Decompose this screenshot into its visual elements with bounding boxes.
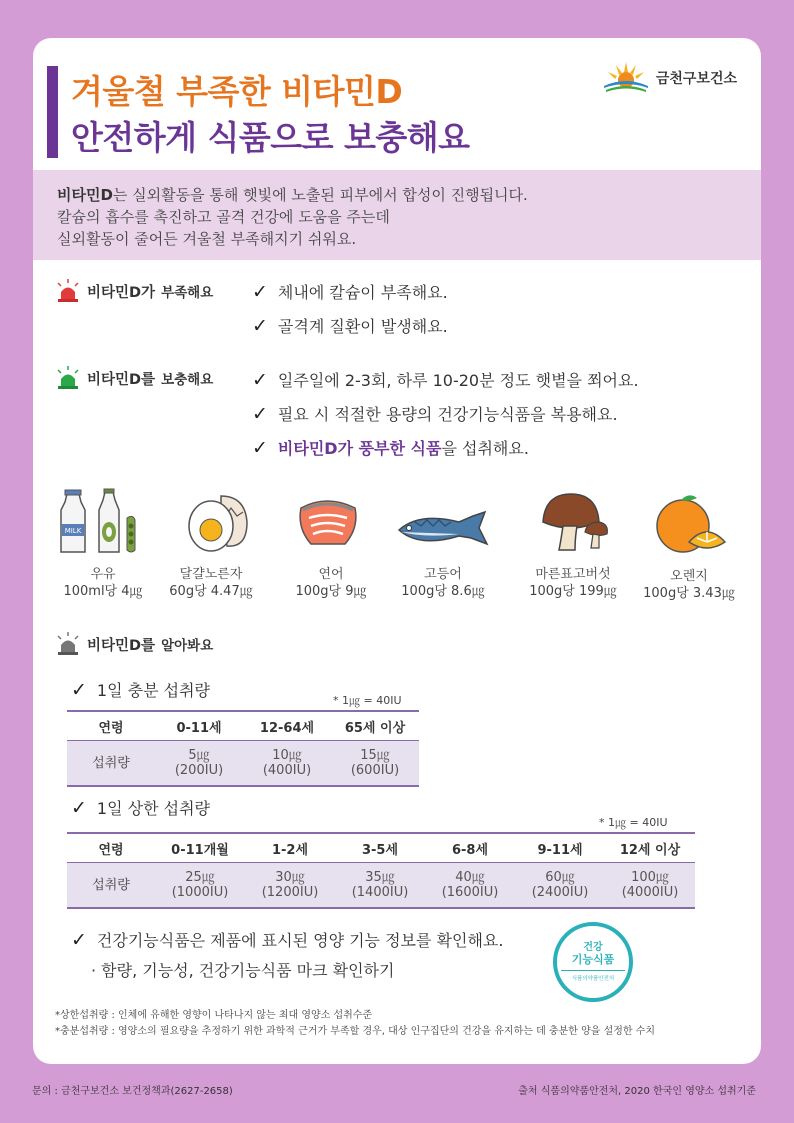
food-item-mushroom: [515, 566, 631, 600]
upper-value-cell: [245, 863, 335, 909]
food-name: 고등어: [424, 567, 462, 582]
source-info: 출처 식품의약품안전처, 2020 한국인 영양소 섭취기준: [518, 1086, 756, 1097]
contact-info: 문의 : 금천구보건소 보건정책과(2627-2658): [32, 1086, 233, 1097]
value-ug: 30㎍: [275, 870, 305, 885]
upper-header-cell: 12세 이상: [605, 833, 695, 863]
food-name: 오렌지: [670, 569, 708, 584]
food-item-milk: [45, 566, 161, 600]
supplement-item-1: [252, 368, 639, 391]
supplement-label-main: 비타민D를: [87, 371, 156, 388]
supplement-item-3-highlight: 비타민D가 풍부한 식품: [277, 439, 442, 458]
title-line-1: 겨울철 부족한 비타민D: [71, 72, 403, 111]
food-mackerel-icon: [395, 508, 491, 552]
check-icon: ✓: [252, 280, 268, 303]
value-iu: (600IU): [350, 763, 400, 778]
upper-header-cell: 9-11세: [515, 833, 605, 863]
food-amount: 100g당 9㎍: [295, 584, 367, 599]
deficient-label-main: 비타민D가: [87, 284, 156, 301]
title-accent-bar: [47, 66, 58, 158]
value-ug: 40㎍: [455, 870, 485, 885]
food-name: 연어: [318, 567, 344, 582]
food-item-orange: [631, 568, 747, 602]
value-iu: (400IU): [262, 763, 312, 778]
food-item-salmon: [273, 566, 389, 600]
supplement-label-sub: 보충해요: [161, 372, 214, 388]
logo: [602, 60, 737, 96]
check-icon: ✓: [252, 368, 268, 391]
value-ug: 15㎍: [360, 748, 390, 763]
check-icon: ✓: [252, 314, 268, 337]
intro-line-1-text: 는 실외활동을 통해 햇빛에 노출된 피부에서 합성이 진행됩니다.: [112, 186, 528, 204]
food-orange-icon: [653, 494, 727, 562]
footnote-upper: *상한섭취량 : 인체에 유해한 영향이 나타나지 않는 최대 영양소 섭취수준: [55, 1010, 373, 1021]
upper-note: * 1㎍ = 40IU: [599, 816, 668, 829]
food-egg-icon: [181, 488, 251, 556]
check-label-line-2: · 함량, 기능성, 건강기능식품 마크 확인하기: [91, 961, 395, 980]
food-amount: 100ml당 4㎍: [63, 584, 143, 599]
sun-logo-icon: [602, 60, 650, 96]
title-line-2: 안전하게 식품으로 보충해요: [71, 118, 470, 157]
value-iu: (4000IU): [621, 885, 679, 900]
upper-heading-text: 1일 상한 섭취량: [96, 799, 211, 818]
red-siren-icon: [55, 279, 81, 303]
value-ug: 60㎍: [545, 870, 575, 885]
food-name: 우유: [90, 567, 116, 582]
adequate-heading: [71, 678, 210, 701]
food-item-egg: [153, 566, 269, 600]
know-label: [55, 632, 213, 656]
know-label-sub: 알아봐요: [161, 638, 214, 654]
supplement-item-3: [252, 436, 529, 459]
green-siren-icon: [55, 366, 81, 390]
upper-row-label: 섭취량: [67, 863, 155, 909]
value-iu: (1000IU): [171, 885, 229, 900]
upper-header-cell: 1-2세: [245, 833, 335, 863]
svg-text:MILK: MILK: [64, 527, 82, 535]
value-iu: (1400IU): [351, 885, 409, 900]
logo-text: 금천구보건소: [655, 71, 737, 87]
adequate-heading-text: 1일 충분 섭취량: [96, 681, 211, 700]
adequate-header-cell: 연령: [67, 711, 155, 741]
value-iu: (1200IU): [261, 885, 319, 900]
upper-value-cell: [605, 863, 695, 909]
deficient-label: [55, 279, 213, 303]
check-icon: ✓: [252, 402, 268, 425]
adequate-header-cell: 0-11세: [155, 711, 243, 741]
value-ug: 35㎍: [365, 870, 395, 885]
check-icon: ✓: [71, 796, 87, 819]
food-amount: 60g당 4.47㎍: [169, 584, 253, 599]
badge-main: 기능식품: [571, 953, 615, 966]
check-icon: ✓: [252, 436, 268, 459]
check-icon: ✓: [71, 928, 87, 951]
adequate-value-cell: [155, 741, 243, 787]
adequate-header-cell: 65세 이상: [331, 711, 419, 741]
food-name: 마른표고버섯: [535, 567, 611, 582]
value-iu: (1600IU): [441, 885, 499, 900]
adequate-row-label: 섭취량: [67, 741, 155, 787]
know-label-main: 비타민D를: [87, 637, 156, 654]
check-label-line-1-text: 건강기능식품은 제품에 표시된 영양 기능 정보를 확인해요.: [96, 931, 504, 950]
value-ug: 5㎍: [188, 748, 210, 763]
badge-top: 건강: [583, 942, 603, 953]
deficient-item-1: [252, 280, 448, 303]
check-label-line-1: [71, 928, 503, 951]
food-amount: 100g당 8.6㎍: [401, 584, 485, 599]
food-salmon-icon: [297, 498, 359, 552]
poster-card: [33, 38, 761, 1064]
footnote-adequate: *충분섭취량 : 영양소의 필요량을 추정하기 위한 과학적 근거가 부족할 경우, 대상 인구집단의 건강을 유지하는 데 충분한 양을 설정한 수치: [55, 1026, 656, 1037]
upper-header-cell: 0-11개월: [155, 833, 245, 863]
upper-value-cell: [335, 863, 425, 909]
upper-value-cell: [515, 863, 605, 909]
intro-bold: 비타민D: [57, 186, 113, 204]
value-ug: 100㎍: [631, 870, 669, 885]
upper-heading: [71, 796, 210, 819]
adequate-value-cell: [331, 741, 419, 787]
intro-line-2: 칼슘의 흡수를 촉진하고 골격 건강에 도움을 주는데: [57, 208, 390, 226]
intro-box: [33, 170, 761, 260]
intro-line-1: [57, 184, 528, 205]
upper-header-cell: 6-8세: [425, 833, 515, 863]
adequate-value-cell: [243, 741, 331, 787]
upper-value-cell: [155, 863, 245, 909]
food-amount: 100g당 199㎍: [529, 584, 617, 599]
food-name: 달걀노른자: [179, 567, 243, 582]
adequate-table: [67, 710, 419, 787]
food-amount: 100g당 3.43㎍: [643, 586, 735, 601]
adequate-note: * 1㎍ = 40IU: [333, 694, 402, 707]
upper-value-cell: [425, 863, 515, 909]
gray-siren-icon: [55, 632, 81, 656]
food-milk-icon: [59, 488, 149, 558]
deficient-item-2-text: 골격계 질환이 발생해요.: [277, 317, 448, 336]
supplement-item-2-text: 필요 시 적절한 용량의 건강기능식품을 복용해요.: [277, 405, 618, 424]
supplement-item-1-text: 일주일에 2-3회, 하루 10-20분 정도 햇볕을 쬐어요.: [277, 371, 639, 390]
deficient-item-2: [252, 314, 448, 337]
food-item-mackerel: [385, 566, 501, 600]
upper-header-cell: 3-5세: [335, 833, 425, 863]
supplement-item-3-text: 을 섭취해요.: [441, 439, 529, 458]
value-ug: 25㎍: [185, 870, 215, 885]
health-food-badge: [553, 922, 633, 1002]
deficient-item-1-text: 체내에 칼슘이 부족해요.: [277, 283, 448, 302]
upper-table: [67, 832, 695, 909]
value-iu: (200IU): [174, 763, 224, 778]
supplement-label: [55, 366, 213, 390]
value-iu: (2400IU): [531, 885, 589, 900]
supplement-item-2: [252, 402, 618, 425]
deficient-label-sub: 부족해요: [161, 285, 214, 301]
adequate-header-cell: 12-64세: [243, 711, 331, 741]
food-mushroom-icon: [539, 492, 609, 558]
intro-line-3: 실외활동이 줄어든 겨울철 부족해지기 쉬워요.: [57, 230, 357, 248]
badge-bottom: 식품의약품안전처: [561, 970, 625, 982]
upper-header-cell: 연령: [67, 833, 155, 863]
value-ug: 10㎍: [272, 748, 302, 763]
check-icon: ✓: [71, 678, 87, 701]
